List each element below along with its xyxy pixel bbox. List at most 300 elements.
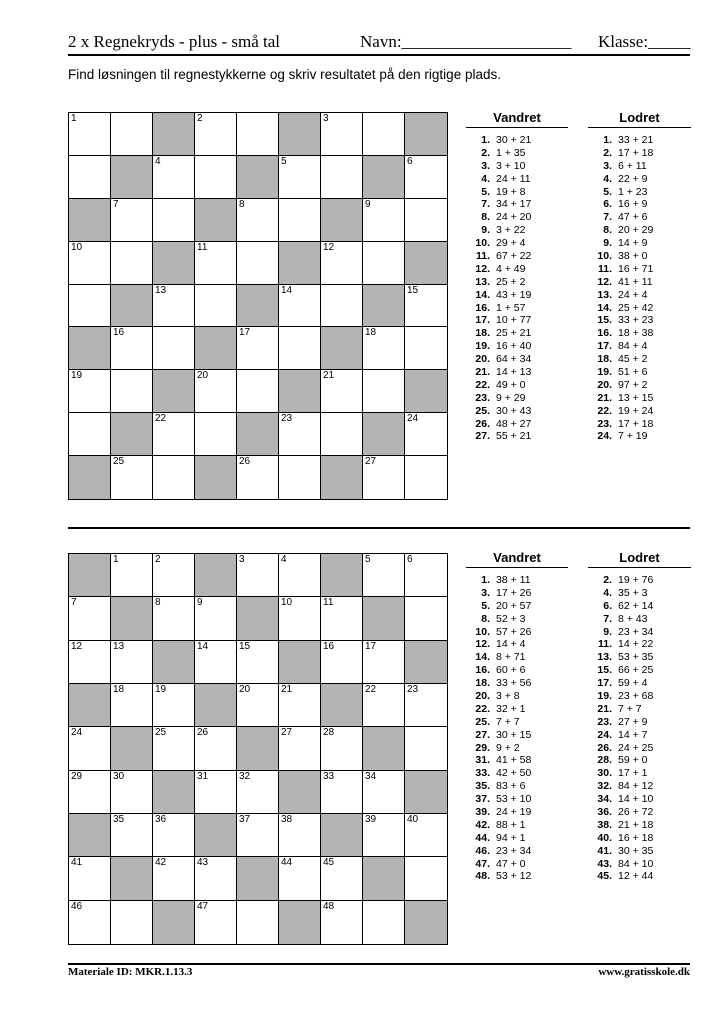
answer-cell[interactable] <box>321 113 363 156</box>
blocked-cell <box>321 199 363 242</box>
clue-number: 29. <box>475 741 490 754</box>
blocked-cell <box>69 199 111 242</box>
clue-expression: 30 + 21 <box>496 134 532 146</box>
clue-number: 3. <box>481 586 490 599</box>
clue-number: 7. <box>603 612 612 625</box>
clue-item <box>466 276 568 289</box>
clue-item <box>588 754 691 767</box>
clue-number: 6. <box>603 198 612 211</box>
clue-item <box>588 250 691 263</box>
answer-cell[interactable] <box>69 156 111 199</box>
answer-cell[interactable] <box>363 199 405 242</box>
clue-number: 3. <box>481 159 490 172</box>
clues-panel-2 <box>466 549 691 949</box>
cell-number: 46 <box>71 900 83 912</box>
clue-expression: 43 + 19 <box>496 288 532 301</box>
cell-number: 32 <box>239 770 251 782</box>
answer-cell[interactable] <box>111 554 153 597</box>
clue-number: 14. <box>475 651 490 664</box>
clue-number: 27. <box>475 728 490 741</box>
answer-cell[interactable] <box>153 597 195 640</box>
cell-number: 27 <box>365 456 377 468</box>
answer-cell[interactable] <box>363 113 405 156</box>
clue-expression: 23 + 34 <box>618 625 654 638</box>
blocked-cell <box>237 156 279 199</box>
clue-number: 26. <box>475 417 490 430</box>
cell-number: 9 <box>197 597 203 609</box>
clue-expression: 14 + 10 <box>618 793 654 806</box>
answer-cell[interactable] <box>153 285 195 328</box>
answer-cell[interactable] <box>195 156 237 199</box>
answer-cell[interactable] <box>111 771 153 814</box>
cell-number: 37 <box>239 813 251 825</box>
clue-item <box>588 703 691 716</box>
clue-expression: 27 + 9 <box>618 715 648 728</box>
answer-cell[interactable] <box>111 242 153 285</box>
clue-number: 1. <box>481 574 490 586</box>
cell-number: 8 <box>155 597 161 609</box>
answer-cell[interactable] <box>195 242 237 285</box>
clue-expression: 21 + 18 <box>618 818 654 831</box>
clue-expression: 16 + 40 <box>496 340 532 353</box>
clue-number: 45. <box>597 870 612 883</box>
clue-item <box>466 289 568 302</box>
clue-item <box>466 379 568 392</box>
blocked-cell <box>195 684 237 727</box>
answer-cell[interactable] <box>69 113 111 156</box>
answer-cell[interactable] <box>69 771 111 814</box>
answer-cell[interactable] <box>195 285 237 328</box>
answer-cell[interactable] <box>69 857 111 900</box>
clue-number: 9. <box>603 625 612 638</box>
answer-cell[interactable] <box>363 370 405 413</box>
clue-item <box>588 845 691 858</box>
answer-cell[interactable] <box>153 199 195 242</box>
clue-expression: 41 + 11 <box>618 275 653 288</box>
answer-cell[interactable] <box>321 370 363 413</box>
answer-cell[interactable] <box>363 901 405 944</box>
clue-item <box>588 198 691 211</box>
answer-cell[interactable] <box>279 814 321 857</box>
cell-number: 1 <box>113 554 119 565</box>
cell-number: 7 <box>71 597 77 609</box>
clue-item <box>588 211 691 224</box>
answer-cell[interactable] <box>321 901 363 944</box>
answer-cell[interactable] <box>279 199 321 242</box>
blocked-cell <box>405 901 447 944</box>
clue-number: 7. <box>481 198 490 211</box>
cell-number: 13 <box>113 640 125 652</box>
clue-number: 23. <box>475 391 490 404</box>
answer-cell[interactable] <box>321 597 363 640</box>
clue-expression: 12 + 44 <box>618 870 654 883</box>
answer-cell[interactable] <box>69 641 111 684</box>
clue-expression: 22 + 9 <box>618 172 648 185</box>
cell-number: 21 <box>281 683 293 695</box>
clue-item <box>588 819 691 832</box>
clue-number: 30. <box>597 767 612 780</box>
clue-expression: 9 + 29 <box>496 391 526 404</box>
answer-cell[interactable] <box>237 327 279 370</box>
blocked-cell <box>363 413 405 456</box>
clue-number: 16. <box>475 664 490 677</box>
heading-rule <box>466 567 568 568</box>
clue-item <box>588 263 691 276</box>
blocked-cell <box>279 370 321 413</box>
cell-number: 24 <box>71 727 83 739</box>
cell-number: 11 <box>197 241 208 253</box>
cell-number: 9 <box>365 198 371 210</box>
clue-number: 4. <box>603 172 612 185</box>
answer-cell[interactable] <box>363 456 405 499</box>
clue-item <box>588 806 691 819</box>
cell-number: 20 <box>239 683 251 695</box>
answer-cell[interactable] <box>111 456 153 499</box>
blocked-cell <box>405 113 447 156</box>
clue-number: 19. <box>597 690 612 703</box>
cell-number: 20 <box>197 370 209 382</box>
answer-cell[interactable] <box>237 554 279 597</box>
clue-number: 2. <box>603 146 612 159</box>
clue-item <box>466 793 568 806</box>
answer-cell[interactable] <box>195 901 237 944</box>
clue-number: 21. <box>597 391 612 404</box>
answer-cell[interactable] <box>279 456 321 499</box>
down-heading: Lodret <box>619 550 660 565</box>
clue-expression: 49 + 0 <box>496 378 526 391</box>
answer-cell[interactable] <box>405 684 447 727</box>
footer-rule <box>68 963 690 965</box>
cell-number: 22 <box>365 683 377 695</box>
blocked-cell <box>237 285 279 328</box>
clue-expression: 10 + 77 <box>496 314 532 327</box>
answer-cell[interactable] <box>237 684 279 727</box>
answer-cell[interactable] <box>237 113 279 156</box>
clue-number: 12. <box>475 638 490 651</box>
clue-expression: 7 + 7 <box>618 702 642 715</box>
clue-expression: 1 + 23 <box>618 185 648 198</box>
answer-cell[interactable] <box>321 156 363 199</box>
clue-number: 8. <box>481 612 490 625</box>
clue-expression: 24 + 25 <box>618 741 654 754</box>
cell-number: 31 <box>197 770 209 782</box>
clue-item <box>588 224 691 237</box>
clue-expression: 60 + 6 <box>496 664 526 677</box>
answer-cell[interactable] <box>363 242 405 285</box>
answer-cell[interactable] <box>153 327 195 370</box>
answer-cell[interactable] <box>405 727 447 770</box>
clue-number: 47. <box>475 857 490 870</box>
section-divider <box>68 527 690 529</box>
blocked-cell <box>237 413 279 456</box>
answer-cell[interactable] <box>153 156 195 199</box>
cell-number: 3 <box>239 554 245 565</box>
answer-cell[interactable] <box>111 684 153 727</box>
clue-number: 43. <box>597 857 612 870</box>
blocked-cell <box>321 684 363 727</box>
across-clues-2 <box>466 549 568 883</box>
answer-cell[interactable] <box>69 285 111 328</box>
clue-item <box>466 703 568 716</box>
cell-number: 25 <box>155 727 167 739</box>
clue-item <box>588 327 691 340</box>
cell-number: 10 <box>71 241 83 253</box>
answer-cell[interactable] <box>237 771 279 814</box>
answer-cell[interactable] <box>195 727 237 770</box>
clue-item <box>466 418 568 431</box>
clue-expression: 14 + 4 <box>496 638 526 651</box>
answer-cell[interactable] <box>405 199 447 242</box>
answer-cell[interactable] <box>321 771 363 814</box>
answer-cell[interactable] <box>69 370 111 413</box>
clue-item <box>588 147 691 160</box>
clue-expression: 14 + 22 <box>618 638 654 651</box>
cell-number: 8 <box>239 198 245 210</box>
clue-expression: 83 + 6 <box>496 780 526 793</box>
heading-rule <box>466 127 568 128</box>
answer-cell[interactable] <box>279 857 321 900</box>
cell-number: 22 <box>155 413 167 425</box>
clue-number: 44. <box>475 831 490 844</box>
clue-item <box>466 780 568 793</box>
clue-number: 2. <box>481 146 490 159</box>
answer-cell[interactable] <box>111 814 153 857</box>
cell-number: 15 <box>407 284 419 296</box>
blocked-cell <box>111 857 153 900</box>
clue-item <box>588 626 691 639</box>
blocked-cell <box>69 327 111 370</box>
answer-cell[interactable] <box>153 413 195 456</box>
answer-cell[interactable] <box>195 857 237 900</box>
answer-cell[interactable] <box>111 327 153 370</box>
clue-expression: 57 + 26 <box>496 625 532 638</box>
answer-cell[interactable] <box>237 370 279 413</box>
cell-number: 35 <box>113 813 125 825</box>
clue-expression: 30 + 35 <box>618 844 654 857</box>
clue-item <box>588 276 691 289</box>
clue-item <box>466 173 568 186</box>
clue-item <box>588 613 691 626</box>
answer-cell[interactable] <box>279 413 321 456</box>
name-field-label: Navn:____________________ <box>360 32 572 51</box>
clue-expression: 30 + 43 <box>496 404 532 417</box>
answer-cell[interactable] <box>237 242 279 285</box>
answer-cell[interactable] <box>195 113 237 156</box>
cell-number: 16 <box>323 640 335 652</box>
clue-number: 15. <box>597 314 612 327</box>
clue-item <box>466 832 568 845</box>
clue-item <box>588 638 691 651</box>
clue-number: 24. <box>597 430 612 443</box>
clue-expression: 3 + 22 <box>496 224 526 237</box>
clue-item <box>588 793 691 806</box>
clue-item <box>466 237 568 250</box>
answer-cell[interactable] <box>363 684 405 727</box>
answer-cell[interactable] <box>69 597 111 640</box>
answer-cell[interactable] <box>153 857 195 900</box>
clue-expression: 8 + 43 <box>618 612 648 625</box>
answer-cell[interactable] <box>321 641 363 684</box>
answer-cell[interactable] <box>363 554 405 597</box>
clue-number: 4. <box>603 586 612 599</box>
clue-item <box>466 211 568 224</box>
answer-cell[interactable] <box>321 413 363 456</box>
answer-cell[interactable] <box>363 771 405 814</box>
class-field-label: Klasse:_____ <box>598 32 691 51</box>
clue-number: 31. <box>475 754 490 767</box>
answer-cell[interactable] <box>405 327 447 370</box>
answer-cell[interactable] <box>363 814 405 857</box>
blocked-cell <box>363 597 405 640</box>
clue-number: 4. <box>481 172 490 185</box>
clue-expression: 18 + 38 <box>618 327 654 340</box>
answer-cell[interactable] <box>195 641 237 684</box>
answer-cell[interactable] <box>363 641 405 684</box>
blocked-cell <box>279 242 321 285</box>
clue-expression: 17 + 18 <box>618 417 654 430</box>
blocked-cell <box>279 641 321 684</box>
answer-cell[interactable] <box>195 597 237 640</box>
answer-cell[interactable] <box>237 199 279 242</box>
cell-number: 5 <box>365 554 371 565</box>
cell-number: 21 <box>323 370 335 382</box>
clue-expression: 17 + 1 <box>618 767 648 780</box>
answer-cell[interactable] <box>195 370 237 413</box>
answer-cell[interactable] <box>111 113 153 156</box>
heading-rule <box>588 127 691 128</box>
clue-expression: 51 + 6 <box>618 366 648 379</box>
answer-cell[interactable] <box>195 771 237 814</box>
answer-cell[interactable] <box>321 727 363 770</box>
answer-cell[interactable] <box>405 456 447 499</box>
page-header <box>68 30 690 54</box>
answer-cell[interactable] <box>237 456 279 499</box>
blocked-cell <box>405 370 447 413</box>
answer-cell[interactable] <box>111 199 153 242</box>
answer-cell[interactable] <box>111 641 153 684</box>
cell-number: 19 <box>71 370 83 382</box>
crossword-grid-1 <box>68 112 448 500</box>
clue-number: 18. <box>597 353 612 366</box>
answer-cell[interactable] <box>279 684 321 727</box>
blocked-cell <box>363 857 405 900</box>
clue-expression: 84 + 12 <box>618 780 654 793</box>
answer-cell[interactable] <box>405 857 447 900</box>
answer-cell[interactable] <box>321 242 363 285</box>
cell-number: 23 <box>407 683 419 695</box>
clue-expression: 20 + 29 <box>618 224 654 237</box>
answer-cell[interactable] <box>153 814 195 857</box>
cell-number: 14 <box>281 284 293 296</box>
clue-expression: 3 + 8 <box>496 690 520 703</box>
answer-cell[interactable] <box>69 901 111 944</box>
answer-cell[interactable] <box>405 413 447 456</box>
answer-cell[interactable] <box>363 327 405 370</box>
cell-number: 29 <box>71 770 83 782</box>
answer-cell[interactable] <box>153 554 195 597</box>
clue-expression: 47 + 6 <box>618 211 648 224</box>
cell-number: 6 <box>407 155 413 167</box>
answer-cell[interactable] <box>111 370 153 413</box>
clue-number: 16. <box>597 327 612 340</box>
clue-item <box>588 340 691 353</box>
cell-number: 44 <box>281 857 293 869</box>
cell-number: 6 <box>407 554 413 565</box>
clue-item <box>466 819 568 832</box>
clue-item <box>466 430 568 443</box>
answer-cell[interactable] <box>237 814 279 857</box>
clue-expression: 14 + 7 <box>618 728 648 741</box>
blocked-cell <box>405 242 447 285</box>
clue-expression: 33 + 21 <box>618 134 654 146</box>
answer-cell[interactable] <box>321 285 363 328</box>
clue-item <box>588 600 691 613</box>
answer-cell[interactable] <box>279 597 321 640</box>
blocked-cell <box>195 456 237 499</box>
clue-item <box>588 405 691 418</box>
blocked-cell <box>195 814 237 857</box>
clue-expression: 1 + 57 <box>496 301 526 314</box>
blocked-cell <box>363 727 405 770</box>
clue-expression: 23 + 68 <box>618 690 654 703</box>
clue-number: 41. <box>597 844 612 857</box>
clue-number: 18. <box>475 677 490 690</box>
answer-cell[interactable] <box>405 814 447 857</box>
answer-cell[interactable] <box>195 413 237 456</box>
cell-number: 45 <box>323 857 335 869</box>
answer-cell[interactable] <box>279 727 321 770</box>
clue-item <box>588 729 691 742</box>
cell-number: 39 <box>365 813 377 825</box>
answer-cell[interactable] <box>279 327 321 370</box>
clue-number: 24. <box>597 728 612 741</box>
clue-expression: 8 + 71 <box>496 651 526 664</box>
answer-cell[interactable] <box>153 727 195 770</box>
answer-cell[interactable] <box>405 156 447 199</box>
answer-cell[interactable] <box>405 597 447 640</box>
clue-number: 19. <box>475 340 490 353</box>
answer-cell[interactable] <box>153 684 195 727</box>
answer-cell[interactable] <box>237 901 279 944</box>
answer-cell[interactable] <box>405 554 447 597</box>
clue-item <box>466 664 568 677</box>
answer-cell[interactable] <box>69 727 111 770</box>
answer-cell[interactable] <box>111 901 153 944</box>
clue-number: 11. <box>475 250 490 263</box>
clue-number: 18. <box>475 327 490 340</box>
answer-cell[interactable] <box>237 641 279 684</box>
clue-item <box>588 430 691 443</box>
clue-item <box>466 198 568 211</box>
clue-number: 21. <box>597 702 612 715</box>
clue-expression: 35 + 3 <box>618 586 648 599</box>
cell-number: 41 <box>71 857 83 869</box>
answer-cell[interactable] <box>153 456 195 499</box>
clue-expression: 1 + 35 <box>496 146 526 159</box>
clue-number: 13. <box>597 288 612 301</box>
answer-cell[interactable] <box>69 413 111 456</box>
answer-cell[interactable] <box>279 554 321 597</box>
clue-expression: 19 + 8 <box>496 185 526 198</box>
answer-cell[interactable] <box>279 285 321 328</box>
cell-number: 40 <box>407 813 419 825</box>
answer-cell[interactable] <box>279 156 321 199</box>
blocked-cell <box>195 327 237 370</box>
clue-number: 22. <box>475 378 490 391</box>
answer-cell[interactable] <box>69 242 111 285</box>
answer-cell[interactable] <box>321 857 363 900</box>
answer-cell[interactable] <box>405 285 447 328</box>
